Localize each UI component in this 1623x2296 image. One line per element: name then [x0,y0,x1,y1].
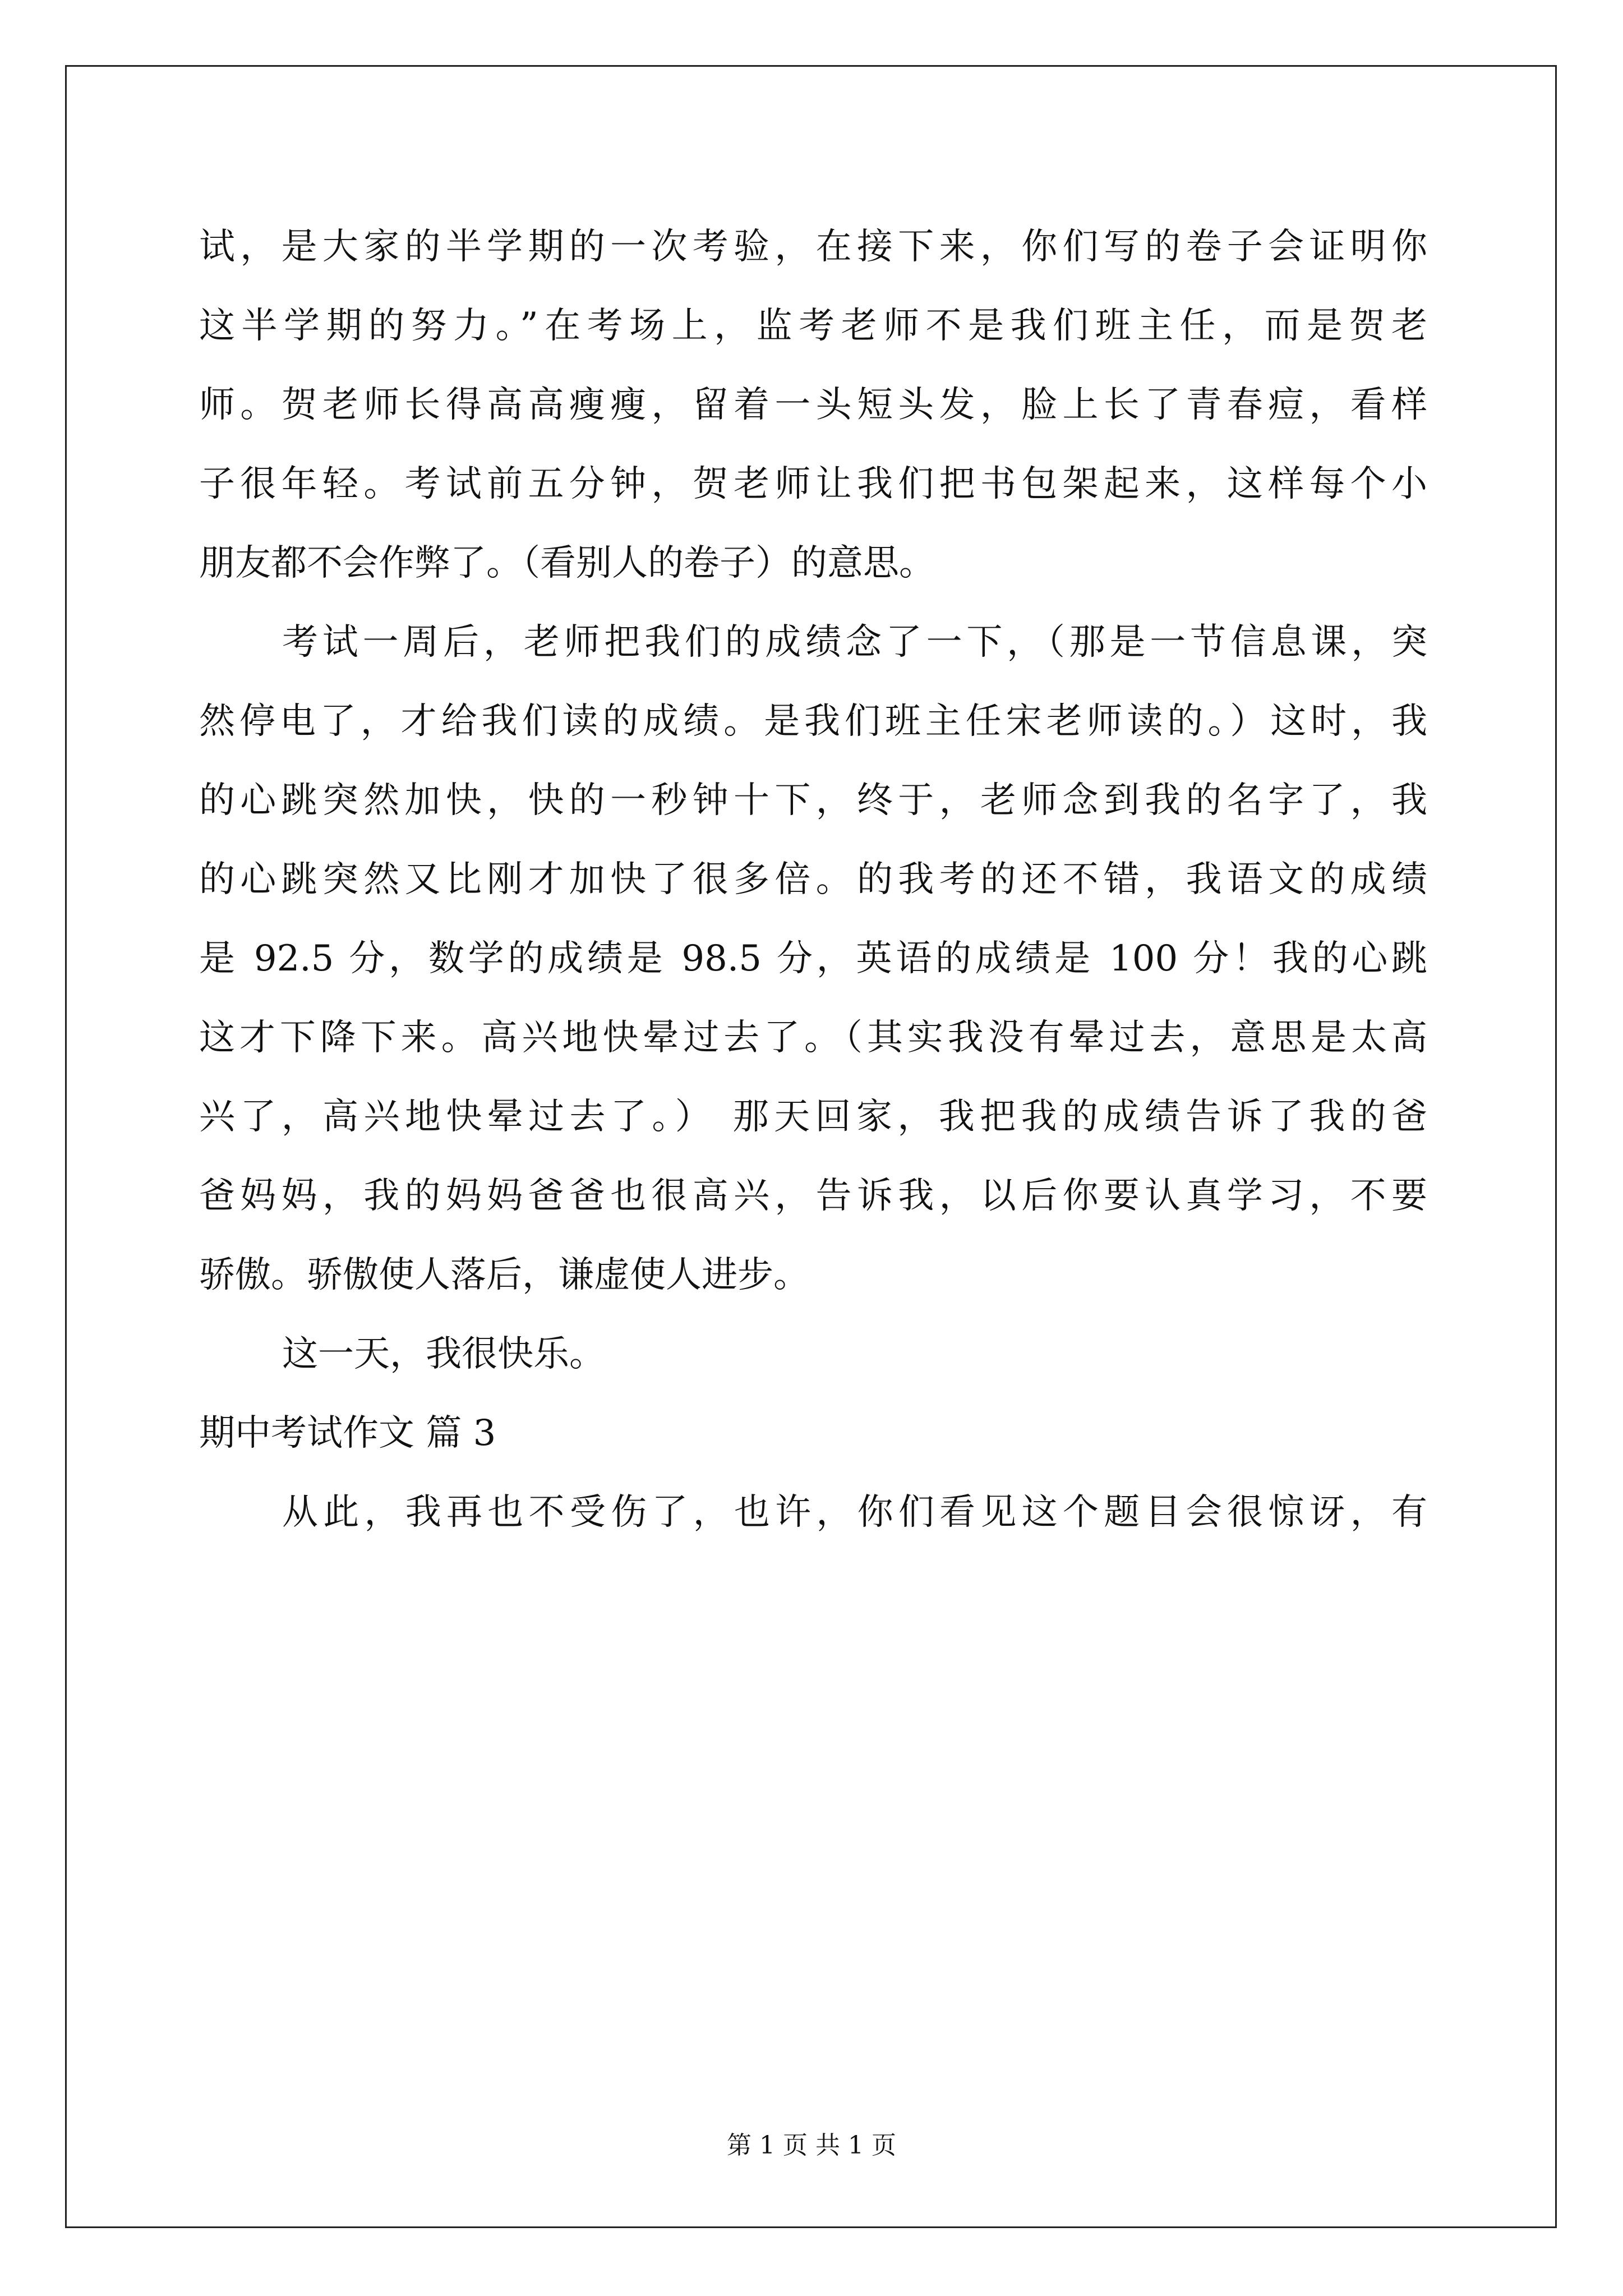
text-line: 的心跳突然加快，快的一秒钟十下，终于，老师念到我的名字了，我 [199,780,1427,821]
paragraph-first-line: 考试一周后，老师把我们的成绩念了一下，（那是一节信息课，突 [282,622,1427,663]
text-line: 的心跳突然又比刚才加快了很多倍。的我考的还不错，我语文的成绩 [199,859,1427,900]
text-line: 子很年轻。考试前五分钟，贺老师让我们把书包架起来，这样每个小 [199,463,1427,505]
text-line: 兴了，高兴地快晕过去了。） 那天回家，我把我的成绩告诉了我的爸 [199,1096,1427,1138]
text-line: 骄傲。骄傲使人落后，谦虚使人进步。 [199,1254,809,1296]
text-line: 然停电了，才给我们读的成绩。是我们班主任宋老师读的。）这时，我 [199,701,1427,742]
text-line: 朋友都不会作弊了。（看别人的卷子）的意思。 [199,542,935,584]
page-footer: 第 1 页 共 1 页 [727,2131,896,2160]
text-line: 这才下降下来。高兴地快晕过去了。（其实我没有晕过去，意思是太高 [199,1017,1427,1059]
text-line: 是 92.5 分，数学的成绩是 98.5 分，英语的成绩是 100 分！我的心跳 [199,938,1427,979]
text-line: 爸妈妈，我的妈妈爸爸也很高兴，告诉我，以后你要认真学习，不要 [199,1175,1427,1217]
paragraph-first-line: 这一天，我很快乐。 [282,1333,605,1375]
text-line: 这半学期的努力。”在考场上，监考老师不是我们班主任，而是贺老 [199,305,1427,347]
section-heading: 期中考试作文 篇 3 [199,1412,496,1454]
text-line: 试，是大家的半学期的一次考验，在接下来，你们写的卷子会证明你 [199,226,1427,268]
text-line: 师。贺老师长得高高瘦瘦，留着一头短头发，脸上长了青春痘，看样 [199,384,1427,426]
paragraph-first-line: 从此，我再也不受伤了，也许，你们看见这个题目会很惊讶，有 [282,1492,1427,1533]
